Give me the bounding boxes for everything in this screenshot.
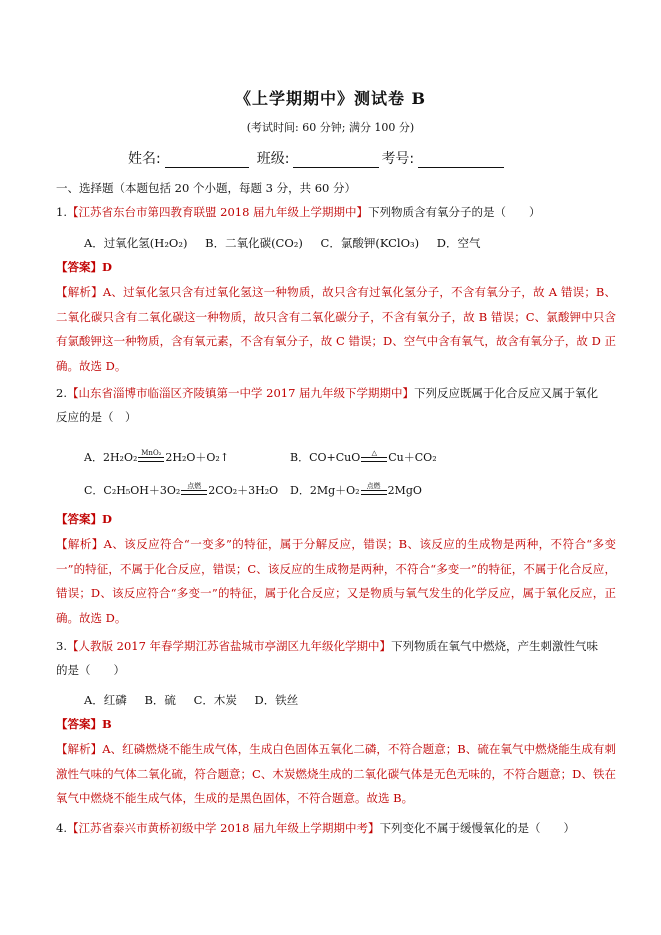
answer-value: D: [102, 512, 112, 526]
q3-option-c: C．木炭: [193, 693, 237, 707]
question-1-text: 下列物质含有氧分子的是（ ）: [368, 205, 541, 219]
question-1-answer: [56, 259, 112, 275]
products: 2H₂O＋O₂↑: [165, 451, 230, 464]
class-label: 班级:: [256, 151, 290, 167]
question-2-number: 2.: [56, 386, 67, 400]
name-label: 姓名:: [128, 151, 161, 167]
question-2-answer: [56, 511, 112, 527]
q1-option-d: D．空气: [436, 236, 481, 250]
reaction-condition: [361, 449, 387, 462]
question-3-source: 【人教版 2017 年春学期江苏省盐城市亭湖区九年级化学期中】: [66, 639, 392, 653]
reaction-condition: [361, 482, 387, 495]
equals-sign: [181, 490, 207, 495]
question-3-options: [84, 692, 312, 708]
question-1-options: [84, 235, 495, 251]
condition-text: 点燃: [187, 481, 202, 490]
exam-subtitle: (考试时间: 60 分钟; 满分 100 分): [246, 121, 415, 134]
reactants: 2H₂O₂: [102, 450, 138, 464]
option-label: C．: [84, 484, 104, 497]
question-3-analysis: 【解析】A、红磷燃烧不能生成气体，生成白色固体五氧化二磷，不符合题意；B、硫在氧气中燃烧能生成有刺激性气味的气体二氧化硫，符合题意；C、木炭燃烧生成的二氧化碳气体是无色无味的，不符合题意；D、铁在氧气中燃烧不能生成气体，生成的是黑色固体，不符合题意。故选 B。: [56, 742, 616, 805]
q3-option-d: D．铁丝: [254, 693, 299, 707]
question-2-text: 下列反应既属于化合反应又属于氧化反应的是（ ）: [56, 386, 599, 424]
question-1-stem: [56, 200, 608, 224]
question-3-answer: [56, 716, 112, 732]
question-3-stem: [56, 634, 608, 682]
question-3-number: 3.: [56, 639, 67, 653]
question-3-text: 下列物质在氧气中燃烧，产生刺激性气味的是（ ）: [56, 639, 599, 677]
page-title: 《上学期期中》测试卷 B: [234, 89, 427, 108]
question-4-source: 【江苏省泰兴市黄桥初级中学 2018 届九年级上学期期中考】: [66, 821, 380, 835]
question-1-number: 1.: [56, 205, 67, 219]
question-4-text: 下列变化不属于缓慢氧化的是（ ）: [379, 821, 576, 835]
condition-text: △: [371, 448, 377, 457]
option-label: B．: [290, 451, 310, 464]
reactants: C₂H₅OH＋3O₂: [103, 484, 181, 497]
question-2-analysis: 【解析】A、该反应符合“一变多”的特征，属于分解反应，错误；B、该反应的生成物是两种，不符合“多变一”的特征，不属于化合反应，错误；C、该反应的生成物是两种，不符合“多变一”的特征，不属于化合反应，错误；D、该反应符合“多变一”的特征，属于化合反应；又是物质与氧气发生的化学反应，属于氧化反应，正确。故选 D。: [56, 537, 616, 625]
q3-option-b: B．硫: [144, 693, 176, 707]
q2-option-d: [290, 482, 422, 498]
class-blank: [293, 151, 379, 168]
answer-value: D: [102, 260, 112, 274]
products: 2MgO: [387, 483, 422, 497]
q1-option-b: B．二氧化碳(CO₂): [205, 236, 303, 250]
reactants: CO+CuO: [309, 450, 361, 464]
q1-option-c: C．氯酸钾(KClO₃): [320, 236, 420, 250]
question-4-stem: [56, 816, 608, 840]
products: Cu＋CO₂: [388, 451, 437, 464]
number-label: 考号:: [381, 151, 415, 167]
equals-sign: [138, 457, 164, 462]
equals-sign: [361, 490, 387, 495]
student-info: [128, 148, 504, 168]
q1-option-a: A．过氧化氢(H₂O₂): [84, 236, 188, 250]
q3-option-a: A．红磷: [84, 693, 127, 707]
condition-text: 点燃: [366, 481, 381, 490]
q2-option-b: [290, 449, 437, 465]
q2-option-a: [84, 449, 229, 465]
option-label: D．: [290, 484, 310, 497]
name-blank: [165, 151, 249, 168]
condition-text: MnO₂: [141, 448, 162, 457]
reactants: 2Mg＋O₂: [309, 484, 360, 497]
equals-sign: [361, 457, 387, 462]
question-1-analysis: 【解析】A、过氧化氢只含有过氧化氢这一种物质，故只含有过氧化氢分子，不含有氧分子，故 A 错误；B、二氧化碳只含有二氧化碳这一种物质，故只含有二氧化碳分子，不含有氧分子，故 B 错误；C、氯酸钾中只含有氯酸钾这一种物质，含有氧元素，不含有氧分子，故 C 错误；D、空气中含有氧气，故含有氧分子，故 D 正确。故选 D。: [56, 285, 616, 373]
answer-label: 【答案】: [56, 260, 102, 274]
products: 2CO₂＋3H₂O: [208, 484, 279, 497]
question-1-source: 【江苏省东台市第四教育联盟 2018 届九年级上学期期中】: [66, 205, 369, 219]
answer-label: 【答案】: [56, 512, 102, 526]
section-heading: 一、选择题（本题包括 20 个小题，每题 3 分，共 60 分）: [56, 181, 357, 195]
reaction-condition: [138, 449, 164, 462]
q2-option-c: [84, 482, 278, 498]
answer-label: 【答案】: [56, 717, 102, 731]
reaction-condition: [181, 482, 207, 495]
answer-value: B: [102, 717, 112, 731]
question-2-stem: [56, 381, 608, 429]
question-2-source: 【山东省淄博市临淄区齐陵镇第一中学 2017 届九年级下学期期中】: [66, 386, 415, 400]
question-4-number: 4.: [56, 821, 67, 835]
option-label: A．: [84, 451, 103, 464]
number-blank: [418, 151, 504, 168]
